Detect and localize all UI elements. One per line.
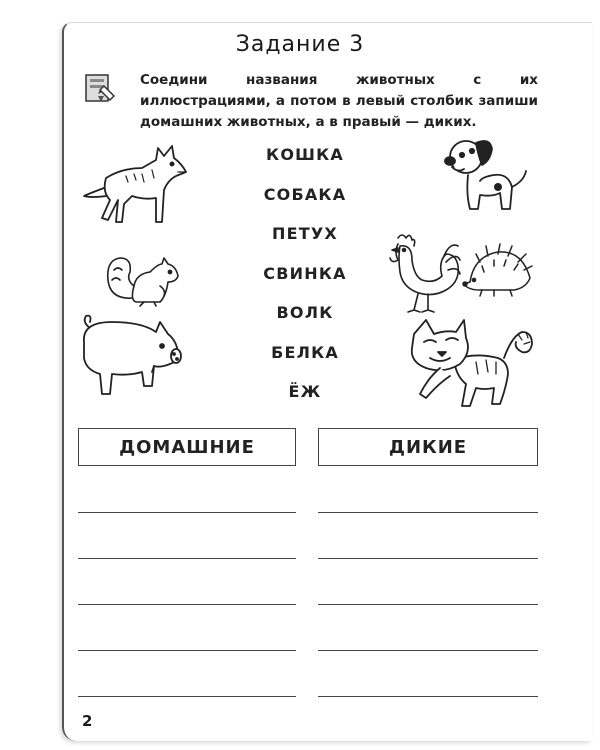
- domestic-write-line-3[interactable]: [78, 604, 296, 605]
- domestic-write-line-1[interactable]: [78, 512, 296, 513]
- word-wolf: ВОЛК: [276, 303, 334, 322]
- dog-icon: [438, 135, 530, 215]
- wild-write-line-5[interactable]: [318, 696, 538, 697]
- word-dog: СОБАКА: [263, 185, 347, 204]
- task-title: Задание 3: [235, 32, 365, 57]
- wild-write-line-4[interactable]: [318, 650, 538, 651]
- pig-icon: [72, 312, 182, 404]
- wild-column-header: ДИКИЕ: [318, 428, 538, 466]
- wild-write-line-3[interactable]: [318, 604, 538, 605]
- task-instruction: Соедини названия животных с их иллюстрациями, а потом в левый столбик запиши домашних животных, а в правый — диких.: [140, 72, 538, 130]
- domestic-write-line-5[interactable]: [78, 696, 296, 697]
- word-hedgehog: ЁЖ: [288, 382, 322, 401]
- word-rooster: ПЕТУХ: [272, 224, 338, 243]
- hedgehog-icon: [460, 242, 534, 298]
- domestic-write-line-4[interactable]: [78, 650, 296, 651]
- domestic-write-line-2[interactable]: [78, 558, 296, 559]
- page-number: 2: [82, 712, 93, 730]
- domestic-column-header: ДОМАШНИЕ: [78, 428, 296, 466]
- wolf-icon: [82, 138, 188, 228]
- wild-write-line-1[interactable]: [318, 512, 538, 513]
- pencil-write-icon: [84, 72, 118, 106]
- squirrel-icon: [104, 250, 184, 310]
- rooster-icon: [384, 232, 462, 314]
- word-cat: КОШКА: [266, 145, 344, 164]
- cat-icon: [404, 318, 536, 412]
- word-squirrel: БЕЛКА: [271, 343, 339, 362]
- word-pig: СВИНКА: [263, 264, 347, 283]
- wild-write-line-2[interactable]: [318, 558, 538, 559]
